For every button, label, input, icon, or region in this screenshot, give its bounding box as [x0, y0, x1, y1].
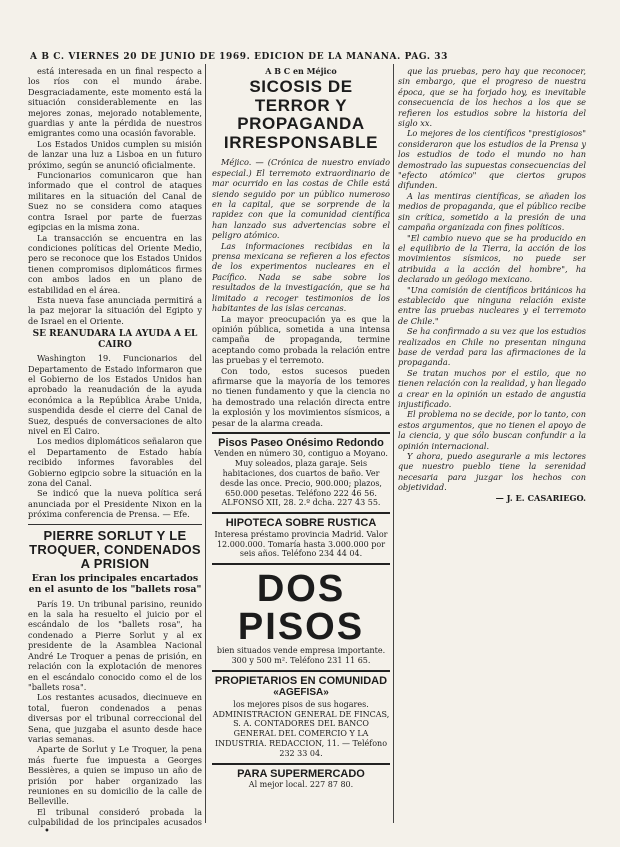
column-rule	[205, 64, 206, 823]
ad-heading: PROPIETARIOS EN COMUNIDAD	[214, 674, 388, 687]
classified-ad-supermercado	[212, 763, 390, 790]
divider	[28, 524, 202, 525]
article-paragraph: "Una comisión de científicos británicos ha establecido que ninguna relación existe entre las pruebas nucleares y el terremoto de Chile."	[398, 284, 586, 326]
ad-subheading: «AGEFISA»	[273, 687, 329, 699]
article-paragraph: Con todo, estos sucesos pueden afirmarse que la mayoría de los temores no tienen fundamento y que la ciencia no ha demostrado una relación directa entre la explosión y los movimientos sísmicos, a pesar de la alarma creada.	[212, 365, 390, 428]
headline-deck: Eran los principales encartados en el asunto de los "ballets rosa"	[28, 572, 202, 595]
article-paragraph: A las mentiras científicas, se añaden los medios de propaganda, que el público recibe sin crítica, sometido a la presión de una campaña organizada con fines políticos.	[398, 190, 586, 233]
article-paragraph: Y ahora, puedo asegurarle a mis lectores que nuestro pueblo tiene la serenidad necesaria para juzgar los hechos con objetividad.	[398, 451, 586, 493]
article-paragraph: Se ha confirmado a su vez que los estudios realizados en Chile no presentan ninguna base de verdad para las afirmaciones de la propaganda.	[398, 326, 586, 368]
article-paragraph: La mayor preocupación ya es que la opinión pública, sometida a una intensa campaña de propaganda, termine aceptando como probada la relación entre las pruebas y el terremoto.	[212, 313, 390, 366]
article-paragraph: Los medios diplomáticos señalaron que el Departamento de Estado había recibido informes favorables del Gobierno egipcio sobre la situación en la zona del Canal.	[28, 436, 202, 489]
ad-heading: Pisos Paseo Onésimo Redondo	[218, 436, 384, 449]
article-paragraph: Se indicó que la nueva política será anunciada por el Presidente Nixon en la próxima conferencia de Prensa. — Efe.	[28, 488, 202, 520]
article-paragraph: Lo mejores de los científicos "prestigiosos" consideraron que los estudios de la Prensa y los estudios de todo el mundo no han demostrado las supuestas consecuencias del "efecto atómico" que ciertos grupos difunden.	[398, 128, 586, 191]
article-paragraph: Aparte de Sorlut y Le Troquer, la pena más fuerte fue impuesta a Georges Bessières, a quien se impuso un año de prisión por haber organizado las reuniones en su domicilio de la calle de Belleville.	[28, 744, 202, 807]
column-right	[398, 66, 586, 827]
article-paragraph: Las informaciones recibidas en la prensa mexicana se refieren a los efectos de los experimentos nucleares en el Pacífico. Nada se sabe sobre los resultados de la investigación, que se ha limitado a recoger testimonios de los habitantes de las islas cercanas.	[212, 240, 390, 314]
section-label: A B C en Méjico	[265, 66, 337, 76]
classified-ad-pisos-paseo	[212, 432, 390, 508]
classified-ad-dos-pisos	[212, 563, 390, 666]
ad-body: Interesa préstamo provincia Madrid. Valor 12.000.000. Tomaría hasta 3.000.000 por seis años. Teléfono 234 44 04.	[214, 529, 388, 559]
article-paragraph: está interesada en un final respecto a los ríos con el mundo árabe. Desgraciadamente, este momento está la situación considerablemente en las mejores zonas, mejorado notablemente, guardias y ante la pérdida de nuestros emigrantes como una ocasión favorable.	[28, 66, 202, 139]
ad-body: los mejores pisos de sus hogares. ADMINISTRACION GENERAL DE FINCAS, S. A. CONTADORES DEL BANCO GENERAL DEL COMERCIO Y LA INDUSTRIA. REDACCION, 11. — Teléfono 232 33 04.	[212, 699, 390, 758]
ad-heading: PARA SUPERMERCADO	[237, 767, 365, 780]
article-paragraph: París 19. Un tribunal parisino, reunido en la sala ha resuelto el juicio por el escándalo de los "ballets rosa", ha condenado a Pierre Sorlut y al ex presidente de la Asamblea Nacional André Le Troquer a penas de prisión, en relación con la explotación de menores en el escándalo conocido como el de los "ballets rosa".	[28, 598, 202, 692]
ad-body: Al mejor local. 227 87 80.	[248, 780, 354, 790]
article-paragraph: que las pruebas, pero hay que reconocer, sin embargo, que el progreso de nuestra época, que se ha forjado hoy, es inevitable consecuencia de los hechos a los que se refieren los estudios sobre la historia del siglo xx.	[398, 66, 586, 129]
article-paragraph: "El cambio nuevo que se ha producido en el equilibrio de la Tierra, la acción de los movimientos sísmicos, no puede ser atribuida a la acción del hombre", ha declarado un geólogo mexicano.	[398, 232, 586, 285]
column-center	[212, 66, 390, 827]
column-rule	[393, 64, 394, 823]
ad-heading: HIPOTECA SOBRE RUSTICA	[225, 517, 377, 530]
article-paragraph: Washington 19. Funcionarios del Departamento de Estado informaron que el Gobierno de los Estados Unidos han aprobado la reanudación de la ayuda económica a la República Árabe Unida, suspendida desde el cierre del Canal de Suez, después de conversaciones de alto nivel en El Cairo.	[28, 353, 202, 436]
article-paragraph: Esta nueva fase anunciada permitirá a la paz mejorar la situación del Egipto y de Israel en el Oriente.	[28, 294, 202, 326]
bullet-mark: •	[44, 826, 50, 837]
article-paragraph: Funcionarios comunicaron que han informado que el control de ataques militares en la situación del Canal de Suez no se considera como ataques contra Israel por parte de fuerzas egipcias en la misma zona.	[28, 170, 202, 233]
headline-sorlut-troquer: PIERRE SORLUT Y LE TROQUER, CONDENADOS A PRISION	[29, 527, 201, 571]
column-left	[28, 66, 202, 827]
article-paragraph: Méjico. — (Crónica de nuestro enviado especial.) El terremoto extraordinario de mar ocurrido en las costas de Chile está siendo seguido por un público numeroso en la capital, que se sorprende de la rapidez con que la comunidad científica han lanzado sus advertencias sobre el peligro atómico.	[212, 157, 390, 241]
ad-big-heading: DOS PISOS	[237, 568, 365, 649]
ad-body: bien situados vende empresa importante. 300 y 500 m². Teléfono 231 11 65.	[216, 646, 386, 665]
ad-body: Venden en número 30, contiguo a Moyano. Muy soleados, plaza garaje. Seis habitaciones, dos cuartos de baño. Ver desde las once. Precio, 900.000; plazos, 650.000 pesetas. Teléfono 222 46 56. ALFONSO XII, 28. 2.º dcha. 227 43 55.	[214, 449, 388, 508]
article-paragraph: La transacción se encuentra en las condiciones políticas del Oriente Medio, pero se reconoce que los Estados Unidos tienen compromisos diplomáticos firmes con ambos lados en un plano de estabilidad en el área.	[28, 232, 202, 295]
article-paragraph: Los Estados Unidos cumplen su misión de lanzar una luz a Lisboa en un futuro próximo, según se anunció oficialmente.	[28, 138, 202, 170]
headline-ayuda-cairo: SE REANUDARA LA AYUDA A EL CAIRO	[32, 329, 198, 350]
article-paragraph: El problema no se decide, por lo tanto, con estos argumentos, que no tienen el apoyo de la ciencia, y que sólo buscan confundir a la opinión internacional.	[398, 409, 586, 451]
article-paragraph: Se tratan muchos por el estilo, que no tienen relación con la realidad, y han llegado a crear en la opinión un estado de angustia injustificado.	[398, 367, 586, 409]
classified-ad-hipoteca	[212, 512, 390, 559]
page-header: A B C. VIERNES 20 DE JUNIO DE 1969. EDICION DE LA MAÑANA. PAG. 33	[30, 52, 449, 62]
byline-signature: — J. E. CASARIEGO.	[495, 492, 586, 503]
classified-ad-propietarios	[212, 670, 390, 759]
article-paragraph: Los restantes acusados, diecinueve en total, fueron condenados a penas diversas por el tribunal correccional del Sena, que juzgaba el asunto desde hace varias semanas.	[28, 692, 202, 744]
main-headline: SICOSIS DE TERROR Y PROPAGANDA IRRESPONSABLE	[223, 77, 379, 152]
article-paragraph: El tribunal consideró probada la culpabilidad de los principales acusados	[28, 806, 202, 827]
